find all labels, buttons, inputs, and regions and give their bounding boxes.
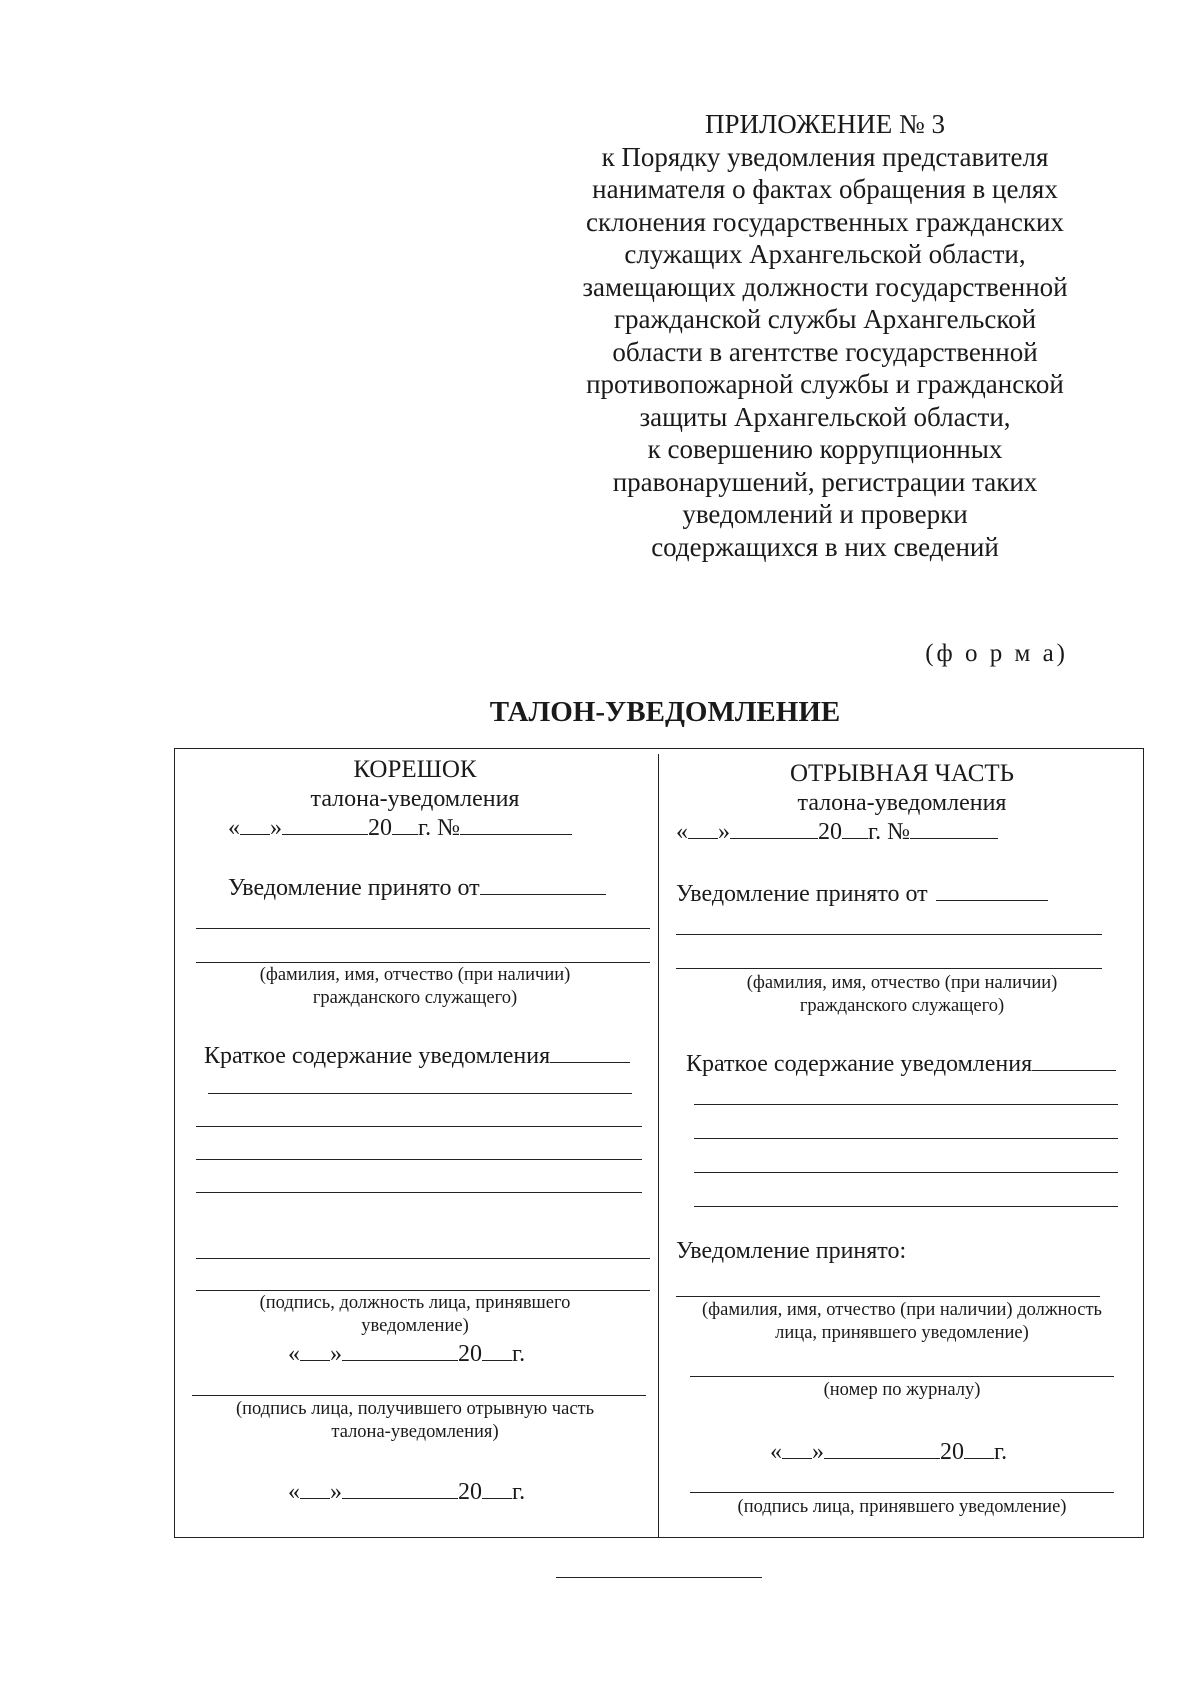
summary-line[interactable] (208, 1093, 632, 1094)
fio-line[interactable] (196, 928, 650, 929)
summary-line[interactable] (694, 1206, 1118, 1207)
right-subheading: талона-уведомления (797, 790, 1007, 816)
day-field[interactable] (688, 816, 718, 839)
appendix-line: области в агентстве государственной (612, 336, 1038, 367)
fio-line[interactable] (676, 934, 1102, 935)
day-field[interactable] (300, 1338, 330, 1361)
column-divider (658, 754, 659, 1538)
day-field[interactable] (300, 1476, 330, 1499)
appendix-line: к совершению коррупционных (647, 434, 1003, 464)
month-field[interactable] (342, 1338, 458, 1361)
left-date-number-line: « » 20 г. № (228, 812, 572, 842)
summary-line[interactable] (694, 1104, 1118, 1105)
signature-line[interactable] (196, 1290, 650, 1291)
received-from-field[interactable] (936, 878, 1048, 901)
appendix-line: уведомлений и проверки (682, 499, 968, 529)
right-heading: ОТРЫВНАЯ ЧАСТЬ (789, 760, 1015, 787)
summary-line[interactable] (196, 1126, 642, 1127)
receiver-caption: (подпись лица, получившего отрывную часть талона-уведомления) (235, 1399, 595, 1442)
acceptor-signature-line[interactable] (690, 1492, 1114, 1493)
appendix-title: ПРИЛОЖЕНИЕ № 3 (704, 109, 946, 139)
fio-line[interactable] (676, 968, 1102, 969)
left-subheading: талона-уведомления (310, 786, 520, 812)
year-field[interactable] (482, 1476, 512, 1499)
left-date-line-3: « » 20 г. (288, 1476, 525, 1506)
month-field[interactable] (730, 816, 818, 839)
left-summary-label: Краткое содержание уведомления (204, 1040, 630, 1070)
day-field[interactable] (240, 812, 270, 835)
fio-line[interactable] (196, 962, 650, 963)
appendix-line: замещающих должности государственной (582, 271, 1068, 302)
year-field[interactable] (392, 812, 418, 835)
month-field[interactable] (824, 1436, 940, 1459)
journal-number-line[interactable] (690, 1376, 1114, 1377)
acceptor-caption: (фамилия, имя, отчество (при наличии) должность лица, принявшего уведомление) (702, 1300, 1102, 1343)
appendix-line: защиты Архангельской области, (639, 401, 1011, 432)
month-field[interactable] (342, 1476, 458, 1499)
sign-caption: (подпись, должность лица, принявшего уведомление) (259, 1293, 571, 1336)
summary-field[interactable] (550, 1040, 630, 1063)
left-received-from: Уведомление принято от (228, 872, 606, 902)
appendix-line: склонения государственных гражданских (586, 206, 1064, 237)
acceptor-sign-caption: (подпись лица, принявшего уведомление) (737, 1497, 1067, 1517)
appendix-line: правонарушений, регистрации таких (612, 466, 1038, 497)
appendix-line: содержащихся в них сведений (651, 531, 999, 562)
appendix-line: служащих Архангельской области, (624, 239, 1026, 269)
year-field[interactable] (482, 1338, 512, 1361)
receiver-signature-line[interactable] (192, 1395, 646, 1396)
year-field[interactable] (964, 1436, 994, 1459)
right-received-from: Уведомление принято от (676, 878, 1048, 908)
appendix-header (580, 108, 1070, 563)
number-field[interactable] (460, 812, 572, 835)
footer-separator (556, 1577, 762, 1578)
received-from-field[interactable] (480, 872, 606, 895)
right-summary-label: Краткое содержание уведомления (686, 1048, 1116, 1078)
day-field[interactable] (782, 1436, 812, 1459)
appendix-line: гражданской службы Архангельской (613, 304, 1037, 334)
appendix-line: противопожарной службы и гражданской (586, 369, 1064, 399)
left-heading: КОРЕШОК (353, 756, 477, 783)
page-title: ТАЛОН-УВЕДОМЛЕНИЕ (489, 696, 841, 728)
appendix-line: к Порядку уведомления представителя (601, 141, 1049, 172)
year-field[interactable] (842, 816, 868, 839)
summary-line[interactable] (694, 1138, 1118, 1139)
summary-line[interactable] (196, 1159, 642, 1160)
fio-caption: (фамилия, имя, отчество (при наличии) гражданского служащего) (746, 973, 1058, 1016)
right-date-number-line: « » 20 г. № (676, 816, 998, 846)
summary-line[interactable] (694, 1172, 1118, 1173)
appendix-line: нанимателя о фактах обращения в целях (592, 174, 1058, 204)
signature-line[interactable] (196, 1258, 650, 1259)
fio-caption: (фамилия, имя, отчество (при наличии) гражданского служащего) (259, 965, 571, 1008)
acceptor-line[interactable] (676, 1296, 1100, 1297)
right-accepted-label: Уведомление принято: (676, 1238, 907, 1264)
journal-caption: (номер по журналу) (823, 1380, 981, 1400)
summary-line[interactable] (196, 1192, 642, 1193)
summary-field[interactable] (1032, 1048, 1116, 1071)
number-field[interactable] (910, 816, 998, 839)
form-label: (ф о р м а) (925, 640, 1068, 667)
right-date-line-2: « » 20 г. (770, 1436, 1007, 1466)
month-field[interactable] (282, 812, 368, 835)
left-date-line-2: « » 20 г. (288, 1338, 525, 1368)
